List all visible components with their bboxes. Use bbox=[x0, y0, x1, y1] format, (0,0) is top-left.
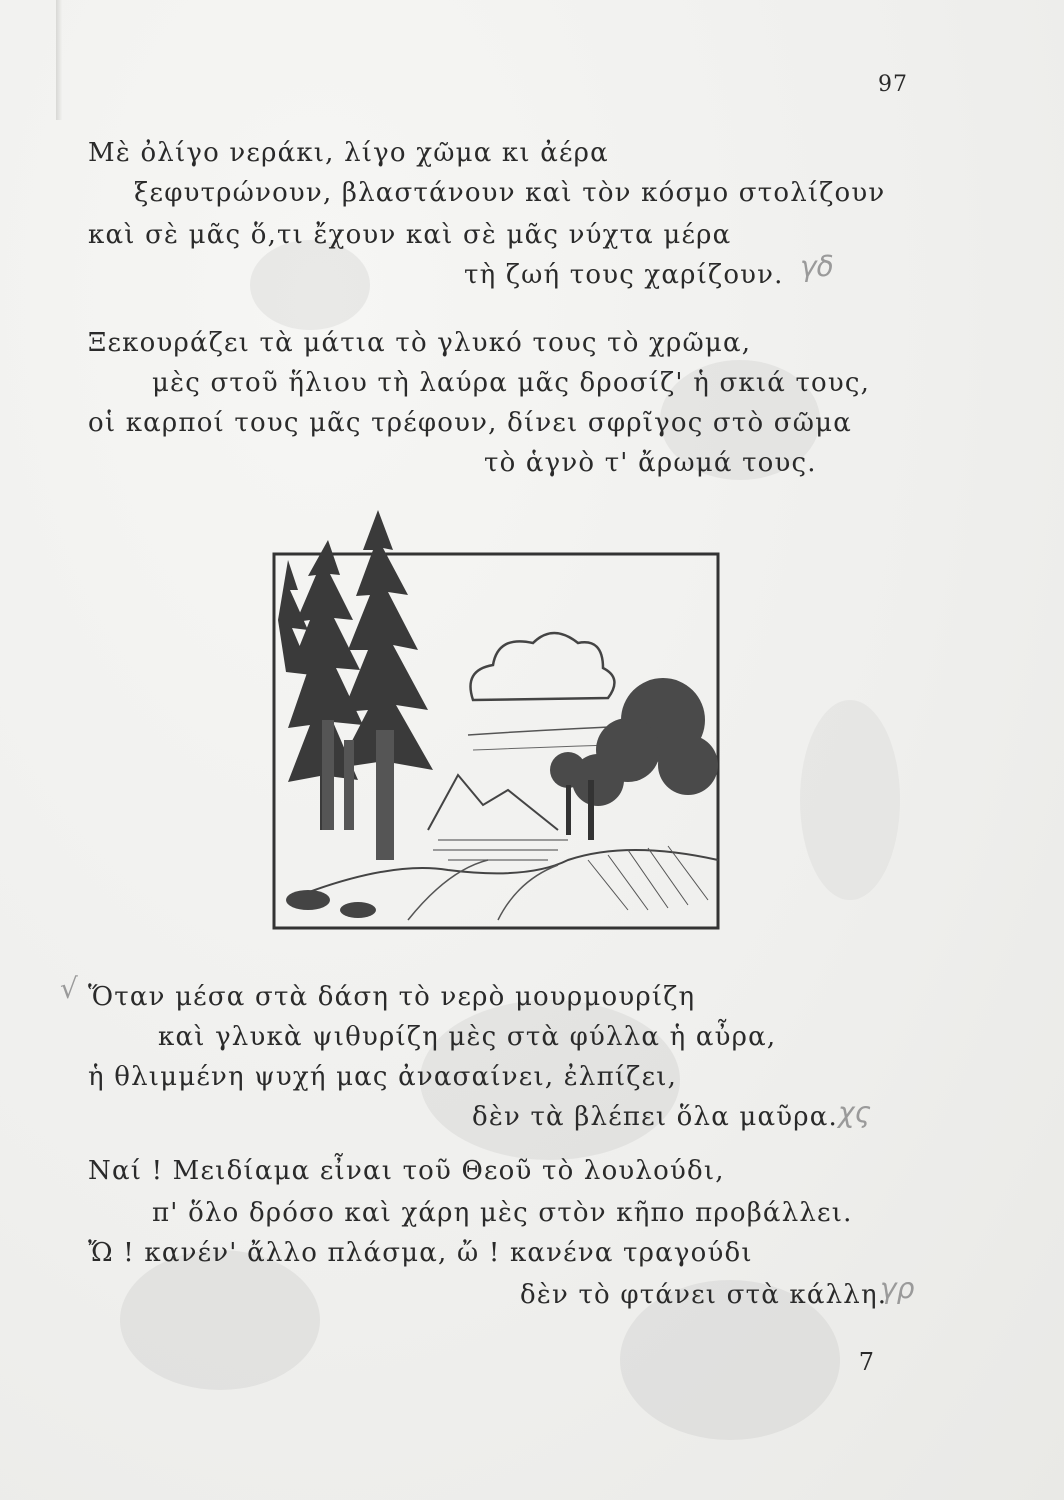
margin-note: χς bbox=[838, 1096, 872, 1129]
poem-line: καὶ σὲ μᾶς ὅ,τι ἔχουν καὶ σὲ μᾶς νύχτα μέρα bbox=[88, 220, 732, 250]
poem-line: τὴ ζωή τους χαρίζουν. bbox=[464, 260, 784, 290]
margin-note: γρ bbox=[880, 1272, 915, 1305]
margin-note: √ bbox=[60, 972, 78, 1005]
poem-line: π' ὅλο δρόσο καὶ χάρη μὲς στὸν κῆπο προβάλλει. bbox=[152, 1198, 853, 1228]
poem-line: τὸ ἁγνὸ τ' ἄρωμά τους. bbox=[484, 448, 817, 478]
poem-line: οἱ καρποί τους μᾶς τρέφουν, δίνει σφρῖγος στὸ σῶμα bbox=[88, 408, 852, 438]
signature-mark: 7 bbox=[858, 1348, 874, 1376]
page-edge-shadow bbox=[56, 0, 62, 120]
stain bbox=[800, 700, 900, 900]
poem-line: Μὲ ὀλίγο νεράκι, λίγο χῶμα κι ἀέρα bbox=[88, 138, 609, 168]
page-number: 97 bbox=[878, 72, 908, 97]
poem-line: ξεφυτρώνουν, βλαστάνουν καὶ τὸν κόσμο στολίζουν bbox=[134, 178, 886, 208]
forest-illustration bbox=[268, 500, 724, 934]
stain bbox=[120, 1250, 320, 1390]
foreground-plants bbox=[286, 890, 376, 918]
poem-line: Ὅταν μέσα στὰ δάση τὸ νερὸ μουρμουρίζη bbox=[88, 982, 696, 1012]
poem-line: Ὤ ! κανέν' ἄλλο πλάσμα, ὤ ! κανένα τραγούδι bbox=[88, 1238, 753, 1268]
mountain bbox=[428, 775, 558, 830]
poem-line: μὲς στοῦ ἥλιου τὴ λαύρα μᾶς δροσίζ' ἡ σκιά τους, bbox=[152, 368, 871, 398]
cloud bbox=[471, 633, 615, 700]
poem-line: δὲν τὰ βλέπει ὅλα μαῦρα. bbox=[472, 1102, 839, 1132]
poem-line: δὲν τὸ φτάνει στὰ κάλλη. bbox=[520, 1280, 888, 1310]
stain bbox=[250, 240, 370, 330]
deciduous-trees bbox=[550, 678, 718, 806]
lake bbox=[433, 840, 568, 860]
poem-line: καὶ γλυκὰ ψιθυρίζη μὲς στὰ φύλλα ἡ αὖρα, bbox=[158, 1022, 777, 1052]
pine-trees bbox=[278, 510, 433, 860]
margin-note: γδ bbox=[800, 250, 834, 283]
poem-line: Ναί ! Μειδίαμα εἶναι τοῦ Θεοῦ τὸ λουλούδι, bbox=[88, 1156, 725, 1186]
poem-line: Ξεκουράζει τὰ μάτια τὸ γλυκό τους τὸ χρῶμα, bbox=[88, 328, 752, 358]
poem-line: ἡ θλιμμένη ψυχή μας ἀνασαίνει, ἐλπίζει, bbox=[88, 1062, 678, 1092]
